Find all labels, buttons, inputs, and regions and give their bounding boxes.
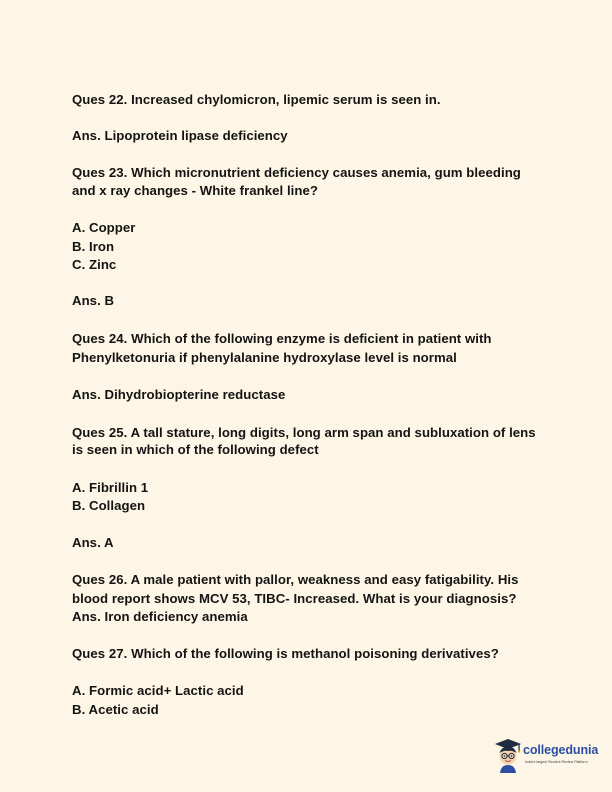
option-23-a: A. Copper	[72, 220, 136, 235]
question-23-line-2: and x ray changes - White frankel line?	[72, 183, 318, 198]
answer-26: Ans. Iron deficiency anemia	[72, 609, 248, 624]
answer-23: Ans. B	[72, 293, 115, 308]
question-26-line-2: blood report shows MCV 53, TIBC- Increased. What is your diagnosis?	[72, 591, 517, 606]
question-24-line-2: Phenylketonuria if phenylalanine hydroxylase level is normal	[72, 350, 457, 365]
question-25-line-2: is seen in which of the following defect	[72, 442, 319, 457]
question-25-line-1: Ques 25. A tall stature, long digits, long arm span and subluxation of lens	[72, 425, 536, 440]
option-25-a: A. Fibrillin 1	[72, 480, 149, 495]
option-25-b: B. Collagen	[72, 498, 146, 513]
mascot-icon	[494, 738, 522, 774]
option-23-c: C. Zinc	[72, 257, 117, 272]
collegedunia-logo[interactable]	[494, 738, 604, 776]
question-27: Ques 27. Which of the following is methanol poisoning derivatives?	[72, 646, 499, 661]
option-27-a: A. Formic acid+ Lactic acid	[72, 683, 244, 698]
logo-wordmark: collegedunia	[523, 743, 599, 757]
question-24-line-1: Ques 24. Which of the following enzyme is deficient in patient with	[72, 331, 492, 346]
answer-22: Ans. Lipoprotein lipase deficiency	[72, 128, 288, 143]
option-27-b: B. Acetic acid	[72, 702, 159, 717]
option-23-b: B. Iron	[72, 239, 115, 254]
logo-tagline: India's largest Student Review Platform	[525, 760, 588, 764]
question-23-line-1: Ques 23. Which micronutrient deficiency causes anemia, gum bleeding	[72, 165, 521, 180]
question-22: Ques 22. Increased chylomicron, lipemic serum is seen in.	[72, 92, 441, 107]
answer-25: Ans. A	[72, 535, 114, 550]
answer-24: Ans. Dihydrobiopterine reductase	[72, 387, 286, 402]
question-26-line-1: Ques 26. A male patient with pallor, weakness and easy fatigability. His	[72, 572, 519, 587]
